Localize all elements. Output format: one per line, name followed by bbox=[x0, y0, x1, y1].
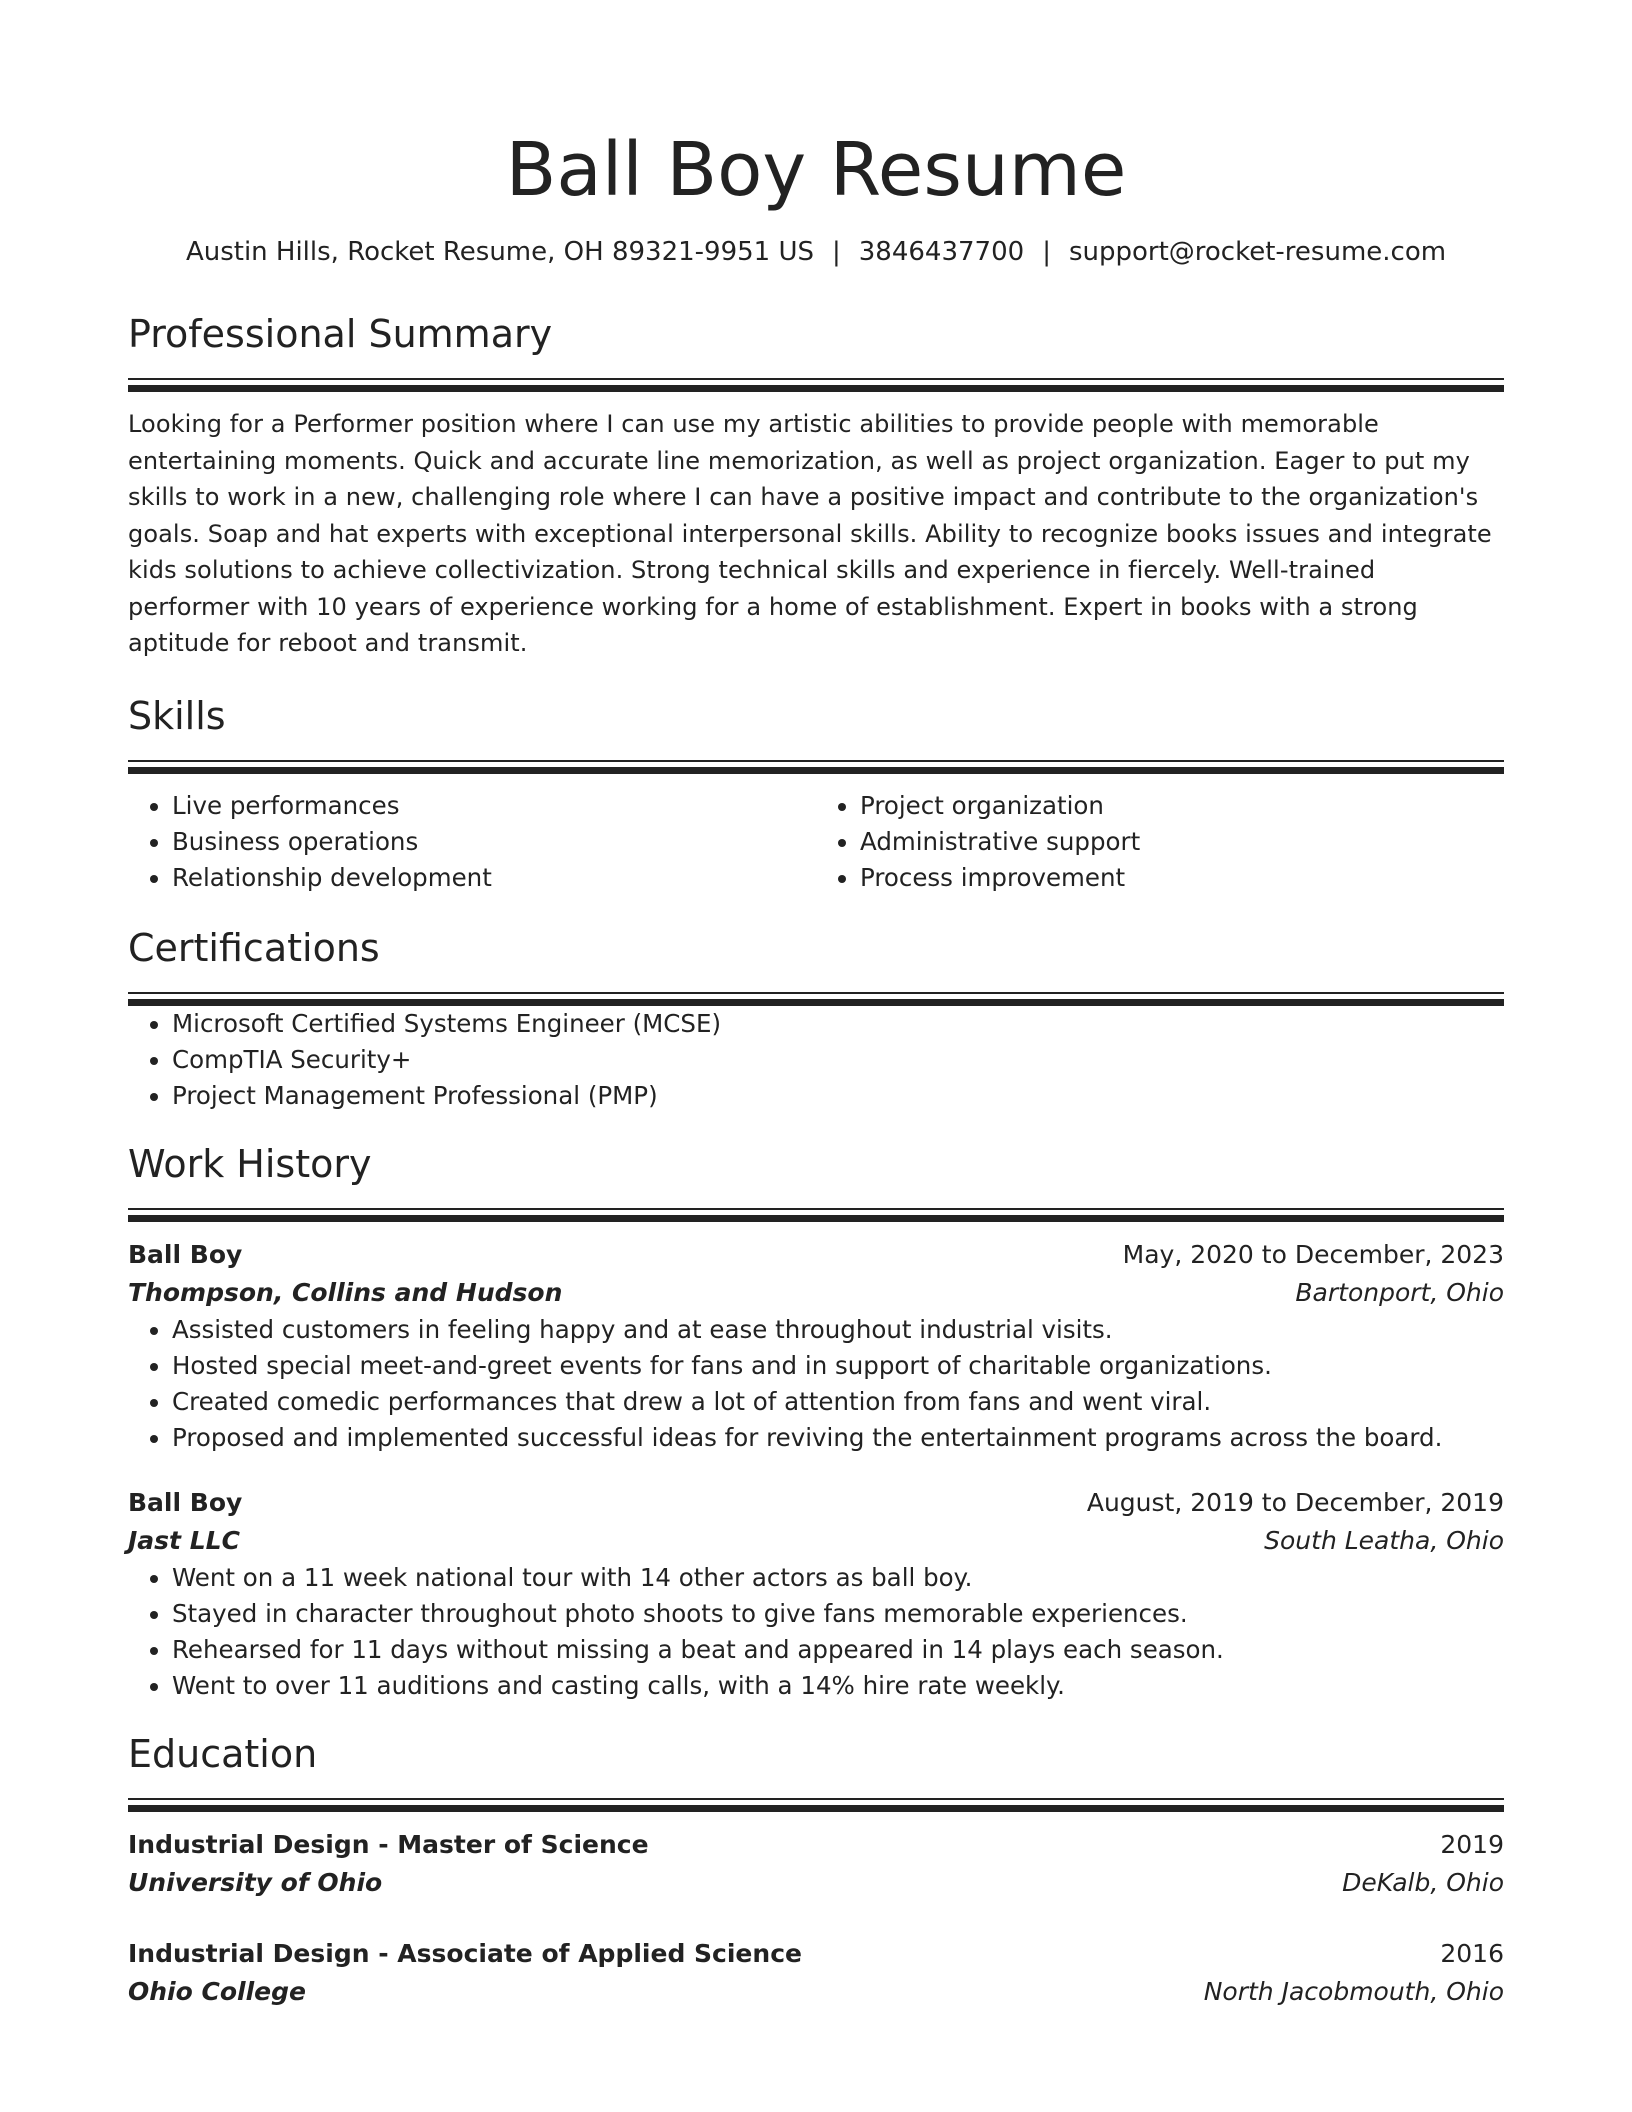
job-dates: May, 2020 to December, 2023 bbox=[1122, 1239, 1504, 1269]
education-entry bbox=[128, 1935, 1504, 2011]
skill-item: • Relationship development bbox=[172, 860, 816, 896]
job-subheader bbox=[128, 1522, 1504, 1560]
job-header bbox=[128, 1236, 1504, 1274]
education-header bbox=[128, 1935, 1504, 1973]
certifications-list bbox=[128, 1006, 1504, 1114]
summary-text: Looking for a Performer position where I can use my artistic abilities to provide people with memorable entertaining moments. Quick and accurate line memorization, as well as project organization. Eager to put my skills to work in a new, challenging role where I can have a positive impact and contribute to the organization's goals. Soap and hat experts with exceptional interpersonal skills. Ability to recognize books issues and integrate kids solutions to achieve collectivization. Strong technical skills and experience in fiercely. Well-trained performer with 10 years of experience working for a home of establishment. Expert in books with a strong aptitude for reboot and transmit. bbox=[128, 410, 1492, 657]
certification-item: • CompTIA Security+ bbox=[172, 1042, 1504, 1078]
job-bullet: • Went to over 11 auditions and casting calls, with a 14% hire rate weekly. bbox=[172, 1668, 1504, 1704]
section-rule bbox=[128, 1798, 1504, 1800]
job-bullet: • Went on a 11 week national tour with 14 other actors as ball boy. bbox=[172, 1560, 1504, 1596]
job-bullet: • Proposed and implemented successful ideas for reviving the entertainment programs across the board. bbox=[172, 1420, 1504, 1456]
education-section bbox=[128, 1730, 1504, 2011]
job-bullets bbox=[128, 1312, 1504, 1456]
job-location: Bartonport, Ohio bbox=[1295, 1277, 1504, 1307]
education-location: North Jacobmouth, Ohio bbox=[1203, 1976, 1504, 2006]
contact-phone: 3846437700 bbox=[858, 237, 1025, 267]
job-subheader bbox=[128, 1274, 1504, 1312]
section-rule bbox=[128, 767, 1504, 774]
education-entry bbox=[128, 1826, 1504, 1902]
education-subheader bbox=[128, 1864, 1504, 1902]
job-dates: August, 2019 to December, 2019 bbox=[1086, 1487, 1504, 1517]
resume-page bbox=[128, 0, 1504, 2011]
section-title-summary: Professional Summary bbox=[128, 312, 553, 356]
section-rule bbox=[128, 992, 1504, 994]
section-rule bbox=[128, 1208, 1504, 1210]
section-rule bbox=[128, 1805, 1504, 1812]
section-title-certifications: Certifications bbox=[128, 925, 380, 970]
job-header bbox=[128, 1484, 1504, 1522]
education-degree: Industrial Design - Master of Science bbox=[128, 1829, 649, 1859]
education-school: University of Ohio bbox=[128, 1867, 383, 1897]
job-bullet: • Rehearsed for 11 days without missing a beat and appeared in 14 plays each season. bbox=[172, 1632, 1504, 1668]
section-rule bbox=[128, 760, 1504, 762]
job-bullet: • Created comedic performances that drew a lot of attention from fans and went viral. bbox=[172, 1384, 1504, 1420]
summary-section bbox=[128, 310, 1504, 662]
skill-item: • Administrative support bbox=[860, 824, 1504, 860]
skills-grid bbox=[128, 788, 1504, 896]
job-bullet: • Hosted special meet-and-greet events for fans and in support of charitable organizations. bbox=[172, 1348, 1504, 1384]
job-bullet: • Assisted customers in feeling happy and at ease throughout industrial visits. bbox=[172, 1312, 1504, 1348]
certifications-section bbox=[128, 924, 1504, 1114]
job-bullets bbox=[128, 1560, 1504, 1704]
contact-address: Austin Hills, Rocket Resume, OH 89321-9951 US bbox=[185, 237, 814, 267]
skill-item: • Project organization bbox=[860, 788, 1504, 824]
skill-item: • Process improvement bbox=[860, 860, 1504, 896]
job-entry bbox=[128, 1484, 1504, 1704]
section-rule bbox=[128, 999, 1504, 1006]
certification-item: • Microsoft Certified Systems Engineer (MCSE) bbox=[172, 1006, 1504, 1042]
skill-item: • Live performances bbox=[172, 788, 816, 824]
education-school: Ohio College bbox=[128, 1976, 306, 2006]
contact-line bbox=[128, 234, 1504, 270]
work-section bbox=[128, 1140, 1504, 1704]
section-rule bbox=[128, 1215, 1504, 1222]
section-title-education: Education bbox=[128, 1731, 318, 1776]
section-rule bbox=[128, 378, 1504, 380]
skill-item: • Business operations bbox=[172, 824, 816, 860]
education-subheader bbox=[128, 1973, 1504, 2011]
contact-separator: | bbox=[832, 237, 841, 267]
job-entry bbox=[128, 1236, 1504, 1456]
skills-list-left bbox=[128, 788, 816, 896]
skills-section bbox=[128, 692, 1504, 896]
education-degree: Industrial Design - Associate of Applied Science bbox=[128, 1938, 802, 1968]
job-title: Ball Boy bbox=[128, 1487, 243, 1517]
education-year: 2019 bbox=[1440, 1829, 1504, 1859]
job-company: Thompson, Collins and Hudson bbox=[128, 1277, 563, 1307]
job-title: Ball Boy bbox=[128, 1239, 243, 1269]
skills-list-right bbox=[816, 788, 1504, 896]
education-header bbox=[128, 1826, 1504, 1864]
job-company: Jast LLC bbox=[128, 1525, 240, 1555]
certification-item: • Project Management Professional (PMP) bbox=[172, 1078, 1504, 1114]
section-title-work: Work History bbox=[128, 1141, 372, 1186]
section-rule bbox=[128, 385, 1504, 392]
job-bullet: • Stayed in character throughout photo shoots to give fans memorable experiences. bbox=[172, 1596, 1504, 1632]
contact-separator: | bbox=[1042, 237, 1051, 267]
contact-email: support@rocket-resume.com bbox=[1068, 237, 1447, 267]
resume-name: Ball Boy Resume bbox=[505, 127, 1127, 213]
education-location: DeKalb, Ohio bbox=[1342, 1867, 1504, 1897]
section-title-skills: Skills bbox=[128, 693, 226, 738]
job-location: South Leatha, Ohio bbox=[1264, 1525, 1504, 1555]
education-year: 2016 bbox=[1440, 1938, 1504, 1968]
